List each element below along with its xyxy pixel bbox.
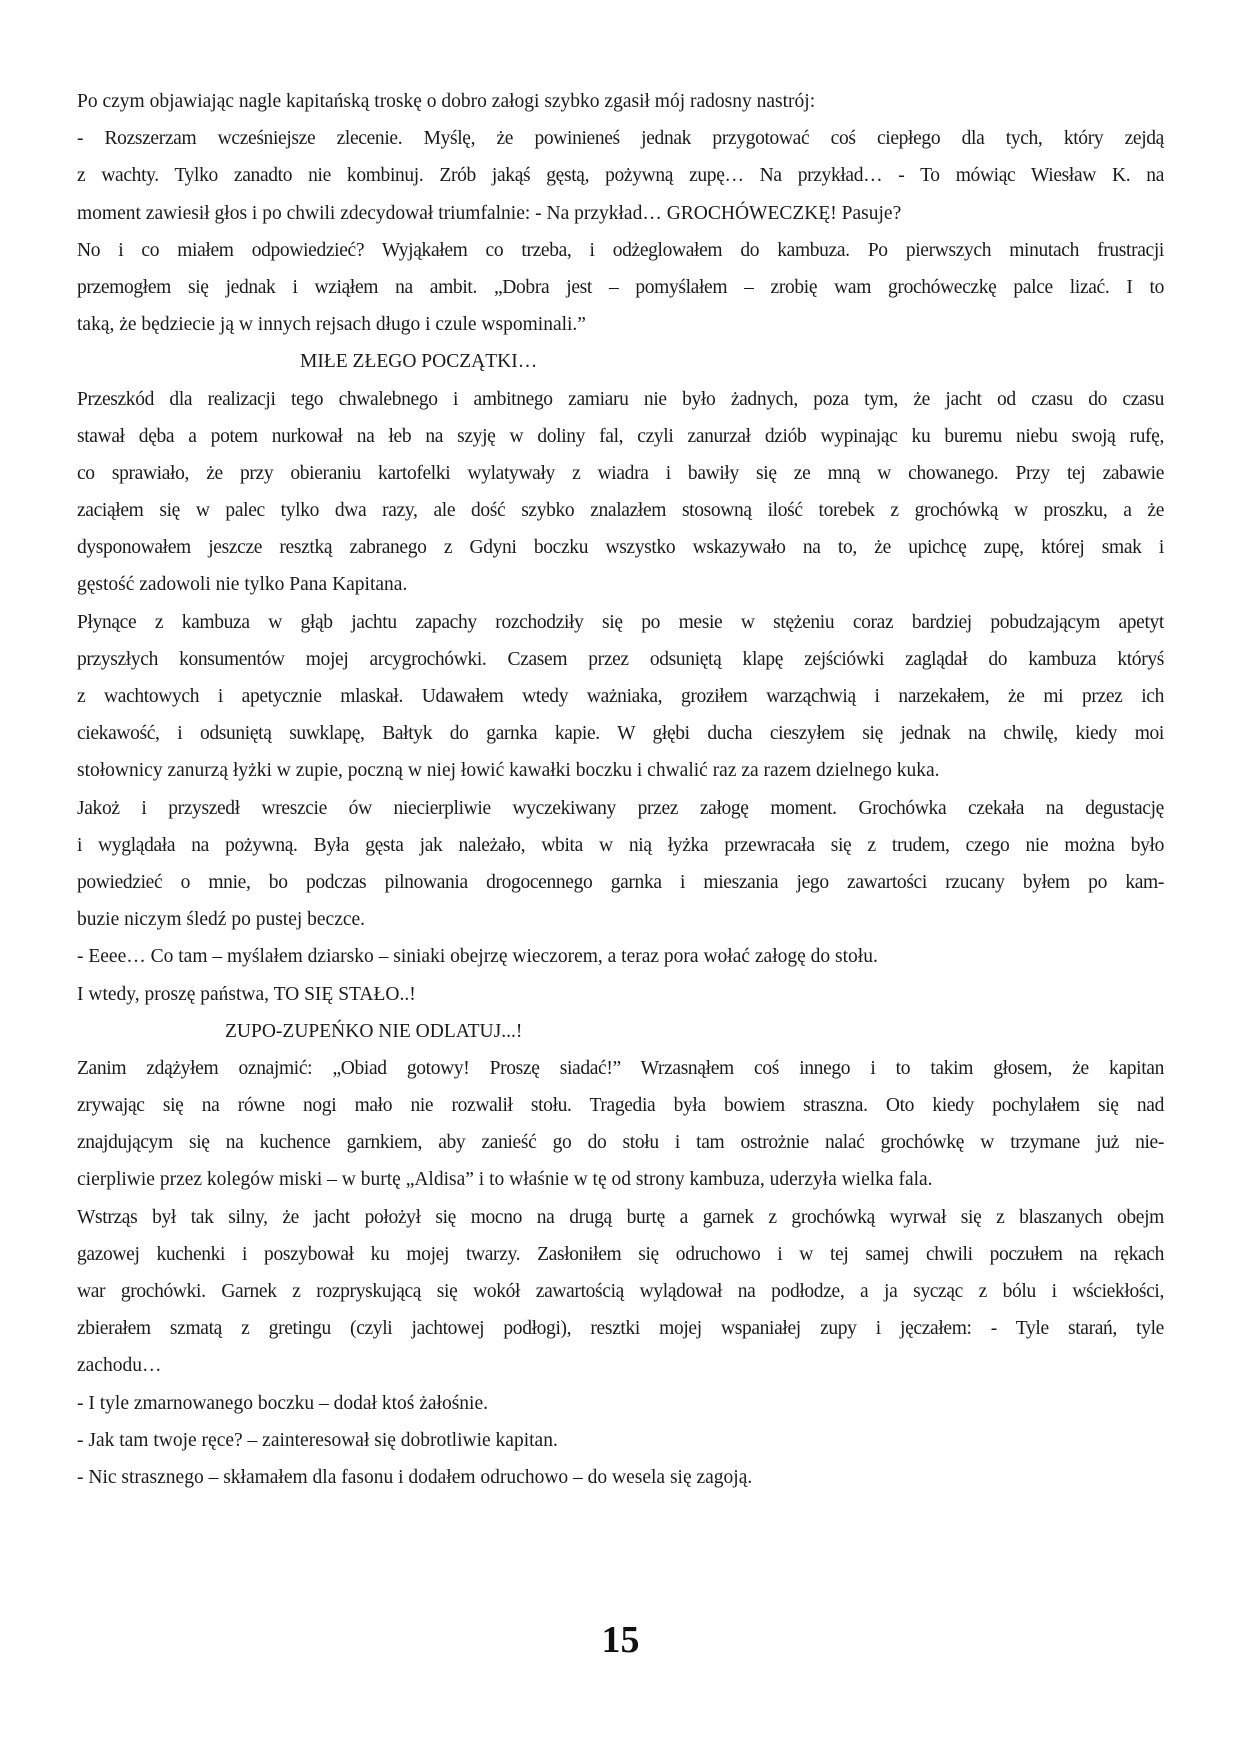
text-line: buzie niczym śledź po pustej beczce.: [77, 909, 366, 931]
text-line: - Nic strasznego – skłamałem dla fasonu i dodałem odruchowo – do wesela się zagoją.: [77, 1466, 753, 1488]
text-line: przemogłem się jednak i wziąłem na ambit. „Dobra jest – pomyślałem – zrobię wam grochóweczkę palce lizać. I to: [77, 276, 1164, 298]
text-line: No i co miałem odpowiedzieć? Wyjąkałem co trzeba, i odżeglowałem do kambuza. Po pierwszych minutach frustracji: [77, 239, 1164, 261]
text-line: Zanim zdążyłem oznajmić: „Obiad gotowy! Proszę siadać!” Wrzasnąłem coś innego i to takim głosem, że kapitan: [77, 1057, 1164, 1079]
text-line: znajdującym się na kuchence garnkiem, aby zanieść go do stołu i tam ostrożnie nalać grochówkę w trzymane już nie-: [77, 1132, 1164, 1154]
text-line: - Jak tam twoje ręce? – zainteresował się dobrotliwie kapitan.: [77, 1429, 558, 1451]
text-line: Wstrząs był tak silny, że jacht położył się mocno na drugą burtę a garnek z grochówką wyrwał się z blaszanych obejm: [77, 1206, 1164, 1228]
text-line: z wachtowych i apetycznie mlaskał. Udawałem wtedy ważniaka, groziłem warząchwią i narzekałem, że mi przez ich: [77, 686, 1164, 707]
text-line: stawał dęba a potem nurkował na łeb na szyję w doliny fal, czyli zanurzał dziób wypinając ku buremu niebu swoją rufę,: [77, 425, 1164, 447]
text-line: przyszłych konsumentów mojej arcygrochówki. Czasem przez odsuniętą klapę zejściówki zaglądał do kambuza któryś: [77, 648, 1164, 670]
text-line: zbierałem szmatą z gretingu (czyli jachtowej podłogi), resztki mojej wspaniałej zupy i jęczałem: - Tyle starań, tyle: [77, 1318, 1164, 1340]
page-number: 15: [601, 1619, 640, 1661]
text-line: gazowej kuchenki i poszybował ku mojej twarzy. Zasłoniłem się odruchowo i w tej samej chwili poczułem na rękach: [77, 1243, 1164, 1265]
text-line: Jakoż i przyszedł wreszcie ów niecierpliwie wyczekiwany przez załogę moment. Grochówka czekała na degustację: [77, 797, 1164, 819]
text-line: - I tyle zmarnowanego boczku – dodał ktoś żałośnie.: [77, 1392, 488, 1414]
text-line: zachodu…: [77, 1355, 162, 1377]
text-line: stołownicy zanurzą łyżki w zupie, poczną w niej łowić kawałki boczku i chwalić raz za razem dzielnego kuka.: [77, 760, 940, 782]
text-line: Po czym objawiając nagle kapitańską troskę o dobro załogi szybko zgasił mój radosny nastrój:: [77, 91, 816, 112]
section-heading: ZUPO-ZUPEŃKO NIE ODLATUJ...!: [225, 1020, 523, 1042]
text-line: zrywając się na równe nogi mało nie rozwalił stołu. Tragedia była bowiem straszna. Oto kiedy pochylałem się nad: [77, 1095, 1164, 1117]
text-line: i wyglądała na pożywną. Była gęsta jak należało, wbita w nią łyżka przewracała się z trudem, czego nie można było: [77, 834, 1164, 856]
text-line: cierpliwie przez kolegów miski – w burtę „Aldisa” i to właśnie w tę od strony kambuza, uderzyła wielka fala.: [77, 1169, 933, 1191]
text-line: moment zawiesił głos i po chwili zdecydował triumfalnie: - Na przykład… GROCHÓWECZKĘ! Pasuje?: [77, 202, 902, 224]
text-line: dysponowałem jeszcze resztką zabranego z Gdyni boczku wszystko wskazywało na to, że upichcę zupę, której smak i: [77, 537, 1164, 559]
text-line: Płynące z kambuza w głąb jachtu zapachy rozchodziły się po mesie w stężeniu coraz bardziej pobudzającym apetyt: [77, 611, 1164, 633]
text-line: powiedzieć o mnie, bo podczas pilnowania drogocennego garnka i mieszania jego zawartości rzucany byłem po kam-: [77, 871, 1164, 893]
text-line: I wtedy, proszę państwa, TO SIĘ STAŁO..!: [77, 983, 416, 1005]
section-heading: MIŁE ZŁEGO POCZĄTKI…: [300, 351, 538, 373]
text-line: zaciąłem się w palec tylko dwa razy, ale dość szybko znalazłem stosowną ilość torebek z grochówką w proszku, a że: [77, 500, 1164, 522]
document-page-body: [77, 83, 1164, 1496]
text-line: - Rozszerzam wcześniejsze zlecenie. Myślę, że powinieneś jednak przygotować coś ciepłego dla tych, który zejdą: [77, 128, 1164, 150]
text-line: z wachty. Tylko zanadto nie kombinuj. Zrób jakąś gęstą, pożywną zupę… Na przykład… - To mówiąc Wiesław K. na: [77, 165, 1164, 187]
text-line: Przeszkód dla realizacji tego chwalebnego i ambitnego zamiaru nie było żadnych, poza tym, że jacht od czasu do czasu: [77, 388, 1164, 410]
text-line: gęstość zadowoli nie tylko Pana Kapitana.: [77, 574, 408, 596]
text-line: taką, że będziecie ją w innych rejsach długo i czule wspominali.”: [77, 314, 586, 336]
text-line: ciekawość, i odsuniętą suwklapę, Bałtyk do garnka kapie. W głębi ducha cieszyłem się jednak na chwilę, kiedy moi: [77, 723, 1164, 745]
text-line: war grochówki. Garnek z rozpryskującą się wokół zawartością wylądował na podłodze, a ja sycząc z bólu i wściekłości,: [77, 1281, 1164, 1302]
text-line: co sprawiało, że przy obieraniu kartofelki wylatywały z wiadra i bawiły się ze mną w chowanego. Przy tej zabawie: [77, 462, 1164, 484]
text-line: - Eeee… Co tam – myślałem dziarsko – siniaki obejrzę wieczorem, a teraz pora wołać załogę do stołu.: [77, 946, 878, 968]
